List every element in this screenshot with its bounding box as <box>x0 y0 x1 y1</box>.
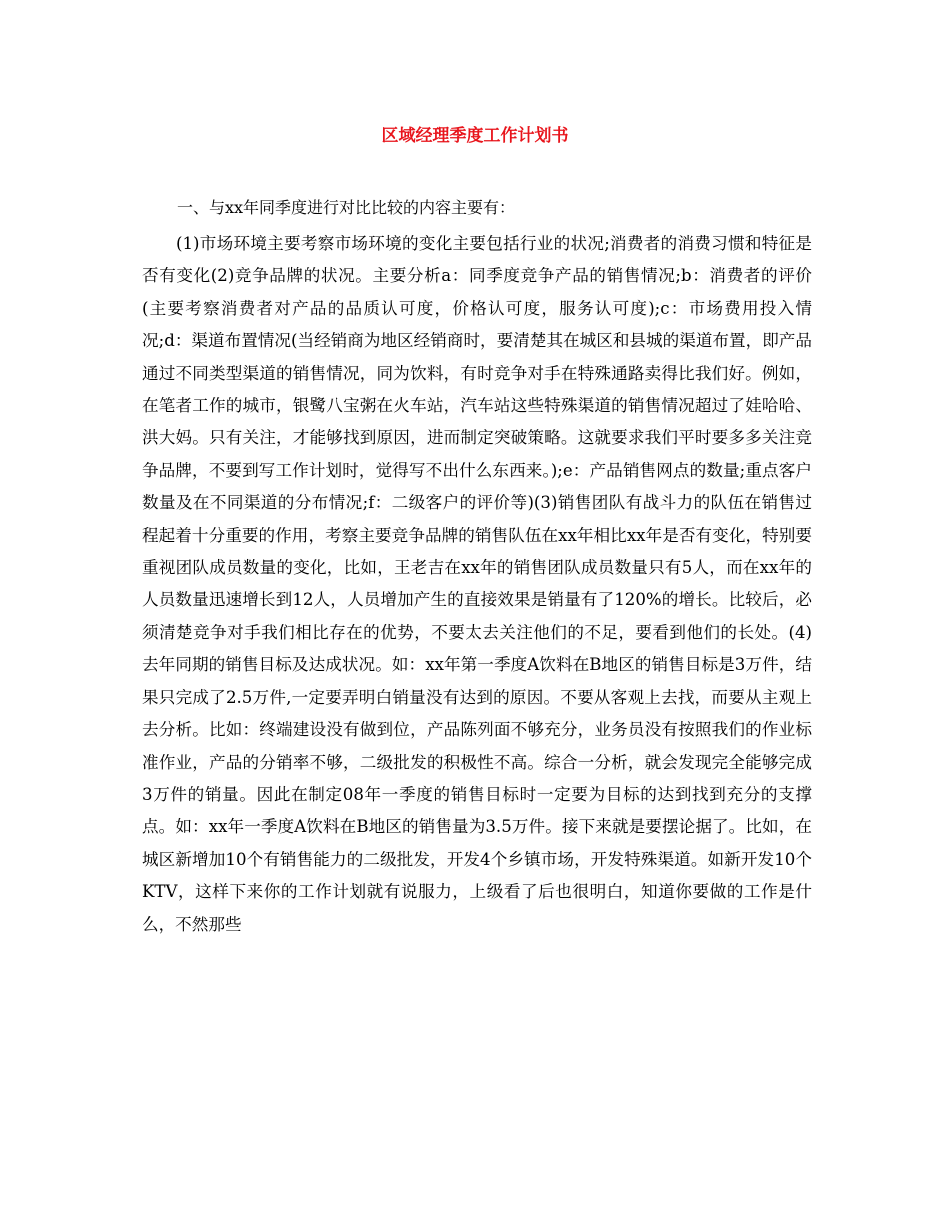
body-paragraph: (1)市场环境主要考察市场环境的变化主要包括行业的状况;消费者的消费习惯和特征是否有变化(2)竞争品牌的状况。主要分析a：同季度竞争产品的销售情况;b：消费者的评价(主要考察消费者对产品的品质认可度，价格认可度，服务认可度);c：市场费用投入情况;d：渠道布置情况(当经销商为地区经销商时，要清楚其在城区和县城的渠道布置，即产品通过不同类型渠道的销售情况，同为饮料，有时竞争对手在特殊通路卖得比我们好。例如，在笔者工作的城市，银鹭八宝粥在火车站，汽车站这些特殊渠道的销售情况超过了娃哈哈、洪大妈。只有关注，才能够找到原因，进而制定突破策略。这就要求我们平时要多多关注竞争品牌，不要到写工作计划时，觉得写不出什么东西来。);e：产品销售网点的数量;重点客户数量及在不同渠道的分布情况;f：二级客户的评价等)(3)销售团队有战斗力的队伍在销售过程起着十分重要的作用，考察主要竞争品牌的销售队伍在xx年相比xx年是否有变化，特别要重视团队成员数量的变化，比如，王老吉在xx年的销售团队成员数量只有5人，而在xx年的人员数量迅速增长到12人，人员增加产生的直接效果是销量有了120%的增长。比较后，必须清楚竞争对手我们相比存在的优势，不要太去关注他们的不足，要看到他们的长处。(4)去年同期的销售目标及达成状况。如：xx年第一季度A饮料在B地区的销售目标是3万件，结果只完成了2.5万件,一定要弄明白销量没有达到的原因。不要从客观上去找，而要从主观上去分析。比如：终端建设没有做到位，产品陈列面不够充分，业务员没有按照我们的作业标准作业，产品的分销率不够，二级批发的积极性不高。综合一分析，就会发现完全能够完成3万件的销量。因此在制定08年一季度的销售目标时一定要为目标的达到找到充分的支撑点。如：xx年一季度A饮料在B地区的销售量为3.5万件。接下来就是要摆论据了。比如，在城区新增加10个有销售能力的二级批发，开发4个乡镇市场，开发特殊渠道。如新开发10个KTV，这样下来你的工作计划就有说服力，上级看了后也很明白，知道你要做的工作是什么，不然那些 <box>142 234 812 934</box>
section-heading: 一、与xx年同季度进行对比比较的内容主要有： <box>177 198 516 217</box>
document-title: 区域经理季度工作计划书 <box>381 126 569 146</box>
